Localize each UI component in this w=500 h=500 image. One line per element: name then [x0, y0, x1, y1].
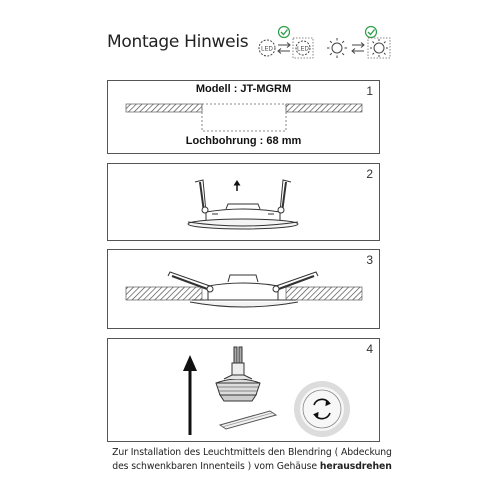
- step-number: 2: [366, 167, 373, 181]
- step-panel-4: [107, 338, 380, 442]
- step-panel-2: [107, 163, 380, 241]
- page-title: Montage Hinweis: [107, 32, 249, 52]
- ceiling-right: [286, 287, 362, 300]
- fixture-insert-drawing: [108, 164, 381, 242]
- led-label: LED: [261, 46, 273, 53]
- up-arrow-icon: [234, 180, 241, 191]
- check-icon: [366, 27, 377, 38]
- ceiling-left: [126, 104, 202, 112]
- instruction-caption: [107, 446, 397, 473]
- header-icons: [250, 20, 400, 70]
- sun-icon: [327, 38, 347, 58]
- ceiling-right: [286, 104, 362, 112]
- swap-arrows-icon: [278, 43, 290, 54]
- led-bulb-icon: [259, 40, 275, 56]
- step-number: 1: [366, 84, 373, 98]
- sun-icon: [368, 38, 390, 58]
- up-arrow-icon: [183, 355, 197, 435]
- caption-line-2: [107, 460, 397, 474]
- model-label: Modell : JT-MGRM: [195, 83, 292, 95]
- glass-cover: [220, 411, 276, 429]
- caption-emphasis: herausdrehen: [319, 460, 392, 472]
- swap-arrows-icon: [352, 43, 364, 54]
- step-number: 3: [366, 253, 373, 267]
- hole-outline: [202, 104, 286, 131]
- step-panel-3: [107, 249, 380, 329]
- step-panel-1: [107, 80, 380, 154]
- led-bulb-icon: [216, 347, 260, 401]
- led-bulb-icon: [293, 38, 313, 58]
- rotate-ring: [294, 381, 350, 437]
- step-number: 4: [366, 342, 373, 356]
- bulb-removal-drawing: [108, 339, 381, 443]
- ceiling-left: [126, 287, 202, 300]
- hole-size-label: Lochbohrung : 68 mm: [185, 135, 302, 147]
- check-icon: [279, 27, 290, 38]
- caption-line-1: Zur Installation des Leuchtmittels den Blendring ( Abdeckung: [112, 447, 392, 458]
- fixture-installed-drawing: [108, 250, 381, 330]
- caption-line-2-text: des schwenkbaren Innenteils ) vom Gehäuse: [112, 460, 318, 472]
- led-label: LED: [297, 46, 309, 53]
